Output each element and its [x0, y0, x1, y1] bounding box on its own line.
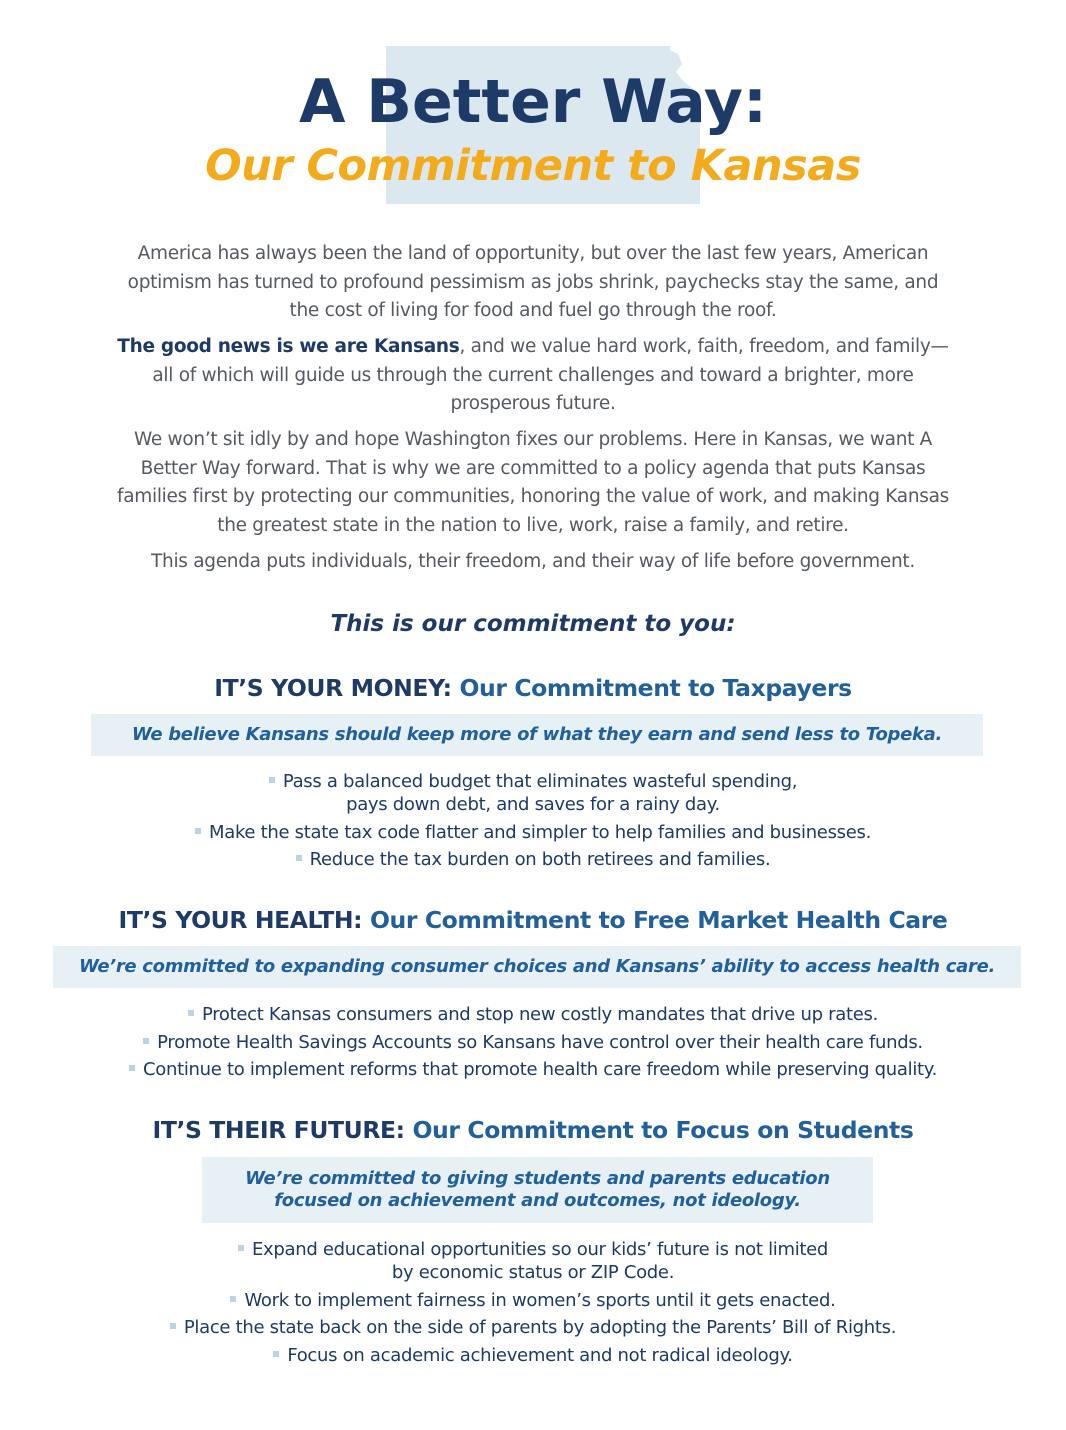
section-banner-future	[202, 1157, 873, 1223]
list-item	[0, 1289, 1066, 1312]
intro-paragraph-2-rest: , and we value hard work, faith, freedom, and family—all of which will guide us through the current challenges and toward a brighter, more prosperous future.	[152, 336, 949, 414]
bullet-list-money	[0, 770, 1066, 876]
list-item-text: Make the state tax code flatter and simpler to help families and businesses.	[208, 821, 872, 843]
list-item-text: Place the state back on the side of parents by adopting the Parents’ Bill of Rights.	[183, 1317, 897, 1338]
list-item-text: pays down debt, and saves for a rainy day.	[346, 794, 720, 815]
bullet-square-icon	[195, 828, 201, 834]
intro-paragraph-1: America has always been the land of opportunity, but over the last few years, American optimism has turned to profound pessimism as jobs shrink, paychecks stay the same, and the cost of living for food and fuel go through the roof.	[127, 243, 939, 321]
list-item	[0, 1344, 1066, 1367]
list-item-text: Reduce the tax burden on both retirees and families.	[309, 849, 771, 870]
section-kicker: IT’S YOUR HEALTH:	[118, 906, 363, 934]
list-item	[0, 821, 1066, 844]
list-item-continuation	[0, 793, 1066, 816]
bullet-list-future	[0, 1238, 1066, 1371]
section-heading-health	[0, 903, 1066, 937]
section-title: Our Commitment to Free Market Health Care	[369, 906, 948, 934]
section-banner-money: We believe Kansans should keep more of what they earn and send less to Topeka.	[91, 714, 983, 756]
banner-line: We’re committed to giving students and parents education	[245, 1168, 830, 1189]
section-heading-money	[0, 671, 1066, 705]
bullet-square-icon	[170, 1323, 176, 1329]
commitment-heading: This is our commitment to you:	[330, 611, 736, 637]
list-item-text: Continue to implement reforms that promote health care freedom while preserving quality.	[143, 1059, 937, 1080]
bullet-list-health	[0, 1003, 1066, 1086]
bullet-square-icon	[143, 1038, 149, 1044]
bullet-square-icon	[230, 1296, 236, 1302]
list-item-text: Promote Health Savings Accounts so Kansans have control over their health care funds.	[157, 1031, 923, 1053]
list-item	[0, 1316, 1066, 1339]
list-item	[0, 770, 1066, 793]
section-title: Our Commitment to Focus on Students	[412, 1116, 914, 1144]
list-item	[0, 1003, 1066, 1026]
intro-paragraph-4: This agenda puts individuals, their freedom, and their way of life before government.	[151, 551, 915, 572]
bullet-square-icon	[188, 1010, 194, 1016]
list-item	[0, 1058, 1066, 1081]
section-kicker: IT’S YOUR MONEY:	[214, 674, 452, 702]
list-item	[0, 848, 1066, 871]
bullet-square-icon	[238, 1245, 244, 1251]
intro-paragraph-2	[112, 333, 954, 419]
page-subtitle: Our Commitment to Kansas	[205, 141, 861, 191]
intro-paragraph-3: We won’t sit idly by and hope Washington fixes our problems. Here in Kansas, we want A Better Way forward. That is why we are committed to a policy agenda that puts Kansas families first by protecting our communities, honoring the value of work, and making Kansas the greatest state in the nation to live, work, raise a family, and retire.	[117, 429, 949, 536]
list-item-text: Pass a balanced budget that eliminates wasteful spending,	[282, 771, 798, 792]
bullet-square-icon	[273, 1351, 279, 1357]
section-title: Our Commitment to Taxpayers	[459, 674, 852, 702]
list-item-text: Protect Kansas consumers and stop new costly mandates that drive up rates.	[201, 1004, 879, 1025]
list-item-text: Work to implement fairness in women’s sports until it gets enacted.	[244, 1289, 836, 1311]
section-kicker: IT’S THEIR FUTURE:	[152, 1116, 405, 1144]
page-title: A Better Way:	[298, 67, 768, 137]
list-item-text: Focus on academic achievement and not radical ideology.	[287, 1344, 793, 1366]
section-banner-health: We’re committed to expanding consumer choices and Kansans’ ability to access health care.	[53, 946, 1021, 988]
list-item-text: Expand educational opportunities so our kids’ future is not limited	[251, 1239, 829, 1260]
bullet-square-icon	[129, 1065, 135, 1071]
banner-line: focused on achievement and outcomes, not ideology.	[274, 1190, 801, 1211]
section-heading-future	[0, 1113, 1066, 1147]
bullet-square-icon	[296, 855, 302, 861]
list-item	[0, 1238, 1066, 1261]
bullet-square-icon	[269, 777, 275, 783]
list-item	[0, 1031, 1066, 1054]
list-item-continuation	[0, 1261, 1066, 1284]
list-item-text: by economic status or ZIP Code.	[391, 1262, 675, 1283]
intro-paragraph-2-bold: The good news is we are Kansans	[117, 336, 460, 357]
